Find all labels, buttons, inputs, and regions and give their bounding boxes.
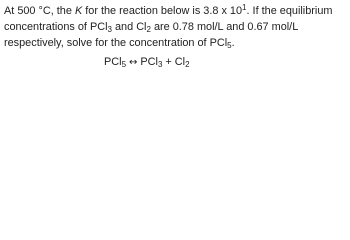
- equilibrium-arrow-icon: ↔: [129, 57, 138, 68]
- product2-formula: Cl: [174, 56, 186, 68]
- subscript-pcl5: 5: [227, 41, 232, 50]
- question-part-4: and Cl: [111, 21, 147, 33]
- problem-card: [0, 0, 350, 73]
- reactant-subscript: 5: [121, 60, 127, 69]
- question-text: [4, 3, 346, 51]
- question-part-3: . If the equilibrium concentrations of PCl: [4, 5, 333, 33]
- question-part-6: .: [231, 37, 235, 49]
- product1-formula: PCl: [140, 56, 158, 68]
- subscript-pcl3: 3: [107, 25, 112, 34]
- reaction-equation: [104, 55, 190, 70]
- question-part-2: for the reaction below is 3.8 x 10: [82, 5, 243, 17]
- exponent: 1: [242, 3, 247, 12]
- product2-subscript: 2: [185, 60, 190, 69]
- reactant-formula: PCl: [104, 56, 122, 68]
- question-part-1: At 500 °C, the: [4, 5, 75, 17]
- subscript-cl2: 2: [146, 25, 151, 34]
- product1-subscript: 3: [157, 60, 163, 69]
- plus-sign: +: [165, 56, 172, 68]
- equilibrium-constant-symbol: K: [74, 5, 83, 17]
- question-part-5: are 0.78 mol/L and 0.67 mol/L respectively, solve for the concentration of PCl: [4, 21, 298, 49]
